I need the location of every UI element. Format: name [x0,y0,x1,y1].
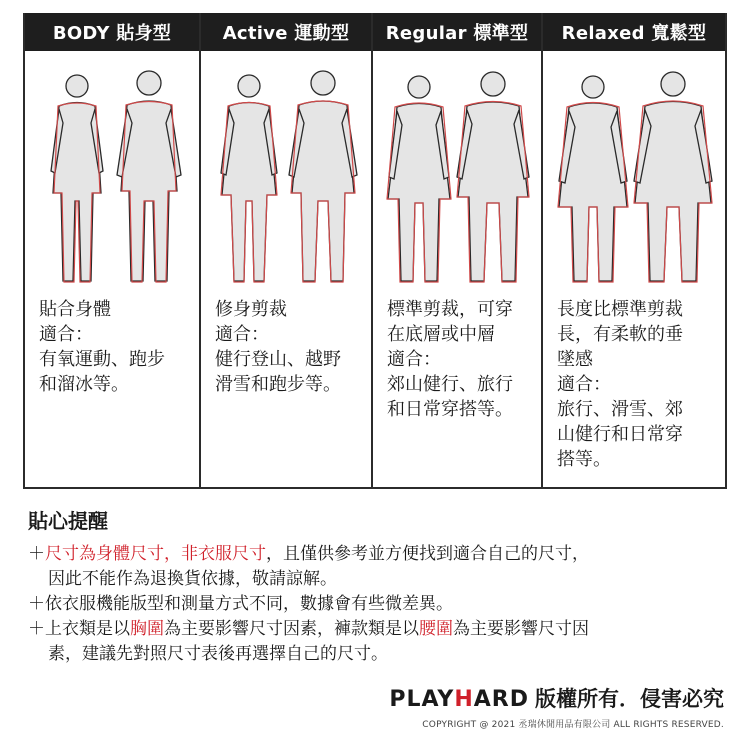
fit-column-regular [373,13,543,489]
column-description: 長度比標準剪裁 長，有柔軟的垂 墜感 適合： 旅行、滑雪、郊 山健行和日常穿 搭等。 [557,299,683,470]
column-description: 修身剪裁 適合： 健行登山、越野 滑雪和跑步等。 [215,299,341,395]
relaxed-fit-figures [543,51,725,289]
plus-icon: ＋ [28,544,45,564]
column-header: Regular 標準型 [373,13,541,51]
tips-section [28,505,728,667]
tip-item: ＋依衣服機能版型和測量方式不同，數據會有些微差異。 [28,594,453,614]
active-fit-figures [201,51,371,289]
male-figure [117,71,181,281]
tip-highlight: 尺寸為身體尺寸，非衣服尺寸 [45,544,266,564]
tip-item: ＋尺寸為身體尺寸，非衣服尺寸，且僅供參考並方便找到適合自己的尺寸， 因此不能作為退換貨依據，敬請諒解。 [28,544,589,589]
column-header: BODY 貼身型 [25,13,199,51]
fit-comparison-table [23,13,727,489]
column-description: 標準剪裁，可穿 在底層或中層 適合： 郊山健行、旅行 和日常穿搭等。 [387,299,513,420]
playhard-logo: PLAYHARD [389,687,529,712]
figures-regular [373,51,541,289]
tip-highlight: 腰圍 [419,619,453,639]
brand-footer [389,683,724,730]
fit-column-body [23,13,201,489]
figures-body [25,51,199,289]
tip-highlight: 胸圍 [130,619,164,639]
fit-column-relaxed [543,13,727,489]
rights-text: 版權所有．侵害必究 [535,687,724,711]
tips-title: 貼心提醒 [28,509,108,533]
column-header: Relaxed 寬鬆型 [543,13,725,51]
male-figure [289,71,357,281]
plus-icon: ＋ [28,619,45,639]
figures-active [201,51,371,289]
male-figure [634,72,712,281]
fit-column-active [201,13,373,489]
column-description: 貼合身體 適合： 有氧運動、跑步 和溜冰等。 [39,299,165,395]
figures-relaxed [543,51,725,289]
regular-fit-figures [373,51,541,289]
plus-icon: ＋ [28,594,45,614]
copyright-text: COPYRIGHT @ 2021 丞瑞休閒用品有限公司 ALL RIGHTS RESERVED. [422,720,724,730]
column-header: Active 運動型 [201,13,371,51]
tip-item: ＋上衣類是以胸圍為主要影響尺寸因素，褲款類是以腰圍為主要影響尺寸因 素，建議先對照尺寸表後再選擇自己的尺寸。 [28,619,589,664]
male-figure [457,72,529,281]
body-fit-figures [25,51,201,289]
